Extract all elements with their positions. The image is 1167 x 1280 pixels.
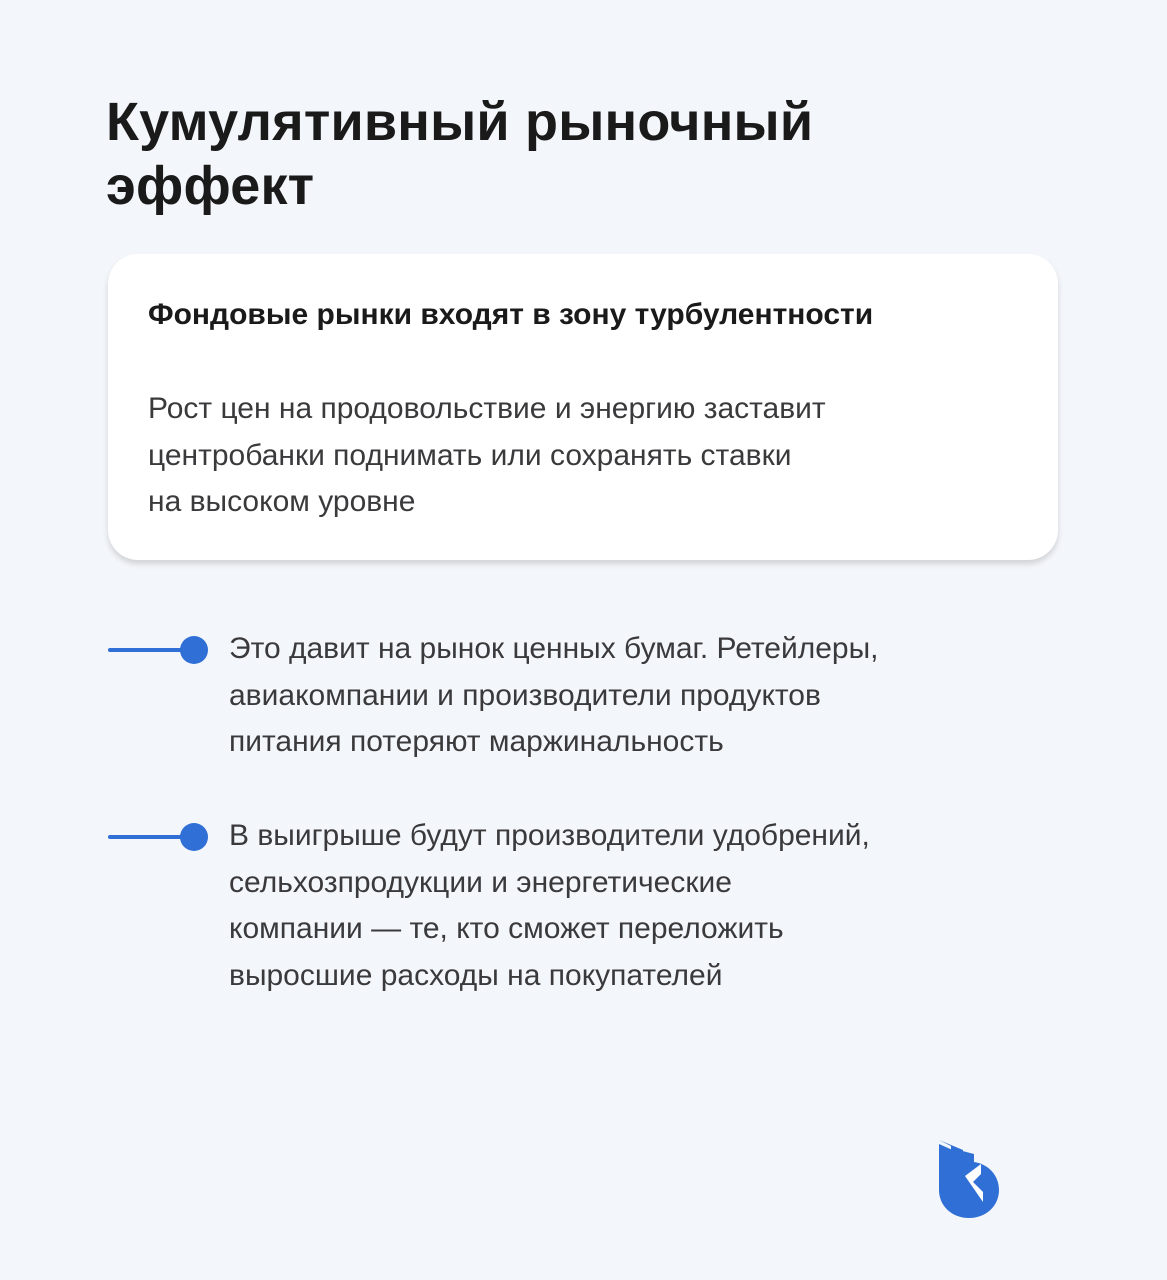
bullet-point-2-line-3: компании — те, кто сможет переложить [229,912,784,945]
bullet-point-1-line-2: авиакомпании и производители продуктов [229,678,821,712]
card-body [148,386,1028,526]
bullet-point-2-line-4: выросшие расходы на покупателей [229,958,723,992]
bullet-point-text [229,626,1089,766]
bullet-point-text [229,813,1089,999]
card-body-line-1: Рост цен на продовольствие и энергию заставит [148,392,826,425]
timeline-connector-line [108,835,188,839]
timeline-dot-icon [180,823,208,851]
brand-k-logo-icon [937,1140,1001,1218]
bullet-point-2-line-2: сельхозпродукции и энергетические [229,865,732,899]
timeline-dot-icon [180,636,208,664]
info-card [108,254,1058,560]
slide-title-line-2: эффект [106,156,315,216]
bullet-point-1-line-1: Это давит на рынок ценных бумаг. Ретейлеры, [229,632,879,665]
card-body-line-2: центробанки поднимать или сохранять ставки [148,438,792,472]
slide-title [106,90,1066,218]
bullet-point-1-line-3: питания потеряют маржинальность [229,725,724,758]
card-heading: Фондовые рынки входят в зону турбулентности [148,298,874,331]
card-body-line-3: на высоком уровне [148,485,416,518]
slide-title-line-1: Кумулятивный рыночный [106,92,814,152]
timeline-connector-line [108,648,188,652]
bullet-point-2-line-1: В выигрыше будут производители удобрений, [229,819,870,852]
